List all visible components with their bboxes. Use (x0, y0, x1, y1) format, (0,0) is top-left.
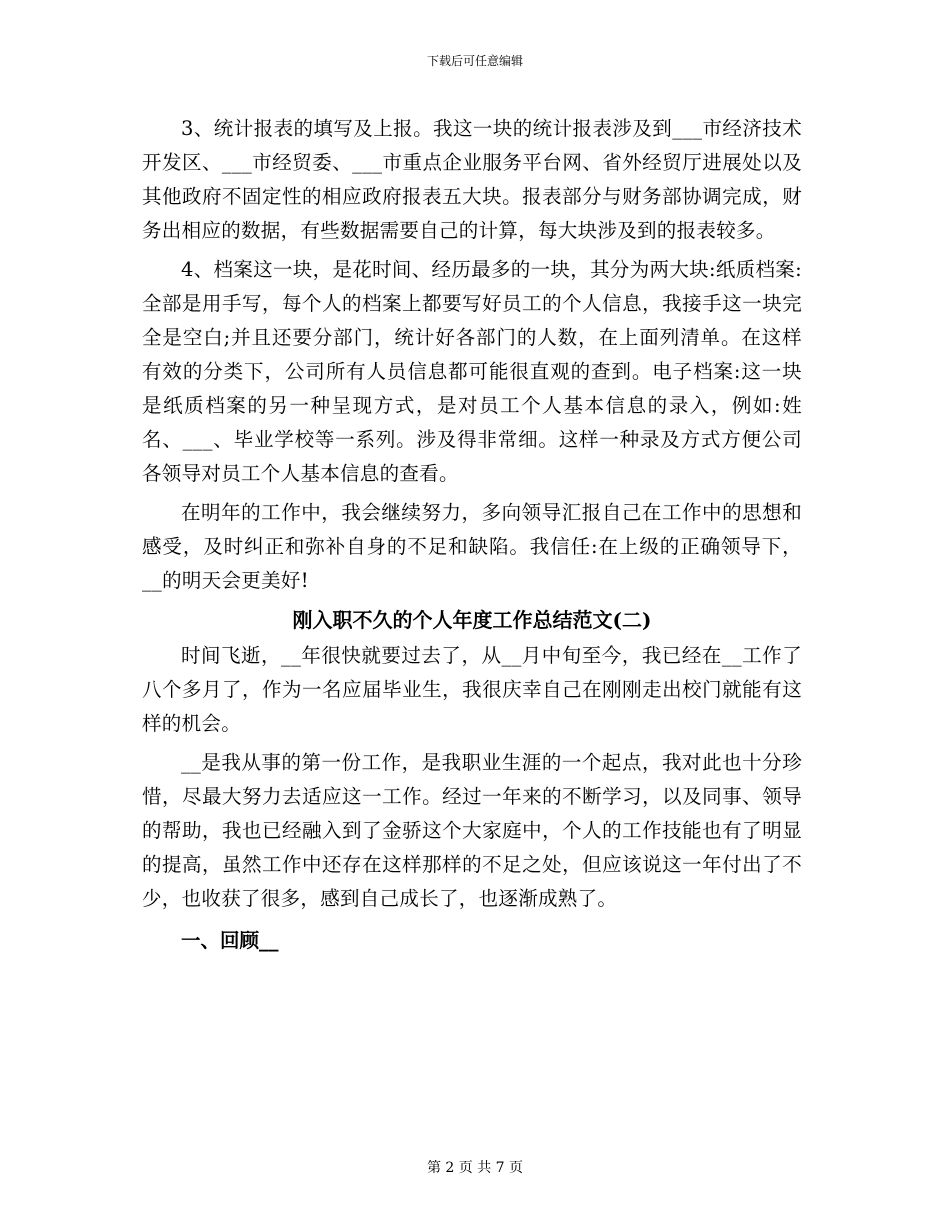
page-footer: 第 2 页 共 7 页 (426, 1160, 524, 1176)
page-header: 下载后可任意编辑 (426, 54, 523, 68)
paragraph-archives: 4、档案这一块，是花时间、经历最多的一块，其分为两大块:纸质档案:全部是用手写，每个人的档案上都要写好员工的个人信息，我接手这一块完全是空白;并且还要分部门，统计好各部门的人数，在上面列清单。在这样有效的分类下，公司所有人员信息都可能很直观的查到。电子档案:这一块是纸质档案的另一种呈现方式，是对员工个人基本信息的录入，例如:姓名、___、毕业学校等一系列。涉及得非常细。这样一种录及方式方便公司各领导对员工个人基本信息的查看。 (142, 258, 802, 485)
paragraph-time-flies: 时间飞逝，__年很快就要过去了，从__月中旬至今，我已经在__工作了八个多月了，作为一名应届毕业生，我很庆幸自己在刚刚走出校门就能有这样的机会。 (142, 644, 802, 735)
subheading-review: 一、回顾__ (181, 929, 279, 952)
paragraph-statistics-reports: 3、统计报表的填写及上报。我这一块的统计报表涉及到___市经济技术开发区、___市经贸委、___市重点企业服务平台网、省外经贸厅进展处以及其他政府不固定性的相应政府报表五大块。报表部分与财务部协调完成，财务出相应的数据，有些数据需要自己的计算，每大块涉及到的报表较多。 (142, 117, 802, 242)
paragraph-first-job: __是我从事的第一份工作，是我职业生涯的一个起点，我对此也十分珍惜，尽最大努力去适应这一工作。经过一年来的不断学习，以及同事、领导的帮助，我也已经融入到了金骄这个大家庭中，个人的工作技能也有了明显的提高，虽然工作中还存在这样那样的不足之处，但应该说这一年付出了不少，也收获了很多，感到自己成长了，也逐渐成熟了。 (142, 751, 802, 910)
paragraph-next-year: 在明年的工作中，我会继续努力，多向领导汇报自己在工作中的思想和感受，及时纠正和弥补自身的不足和缺陷。我信任:在上级的正确领导下，__的明天会更美好! (142, 501, 802, 592)
section-title: 刚入职不久的个人年度工作总结范文(二) (292, 608, 652, 632)
document-body (142, 112, 802, 958)
